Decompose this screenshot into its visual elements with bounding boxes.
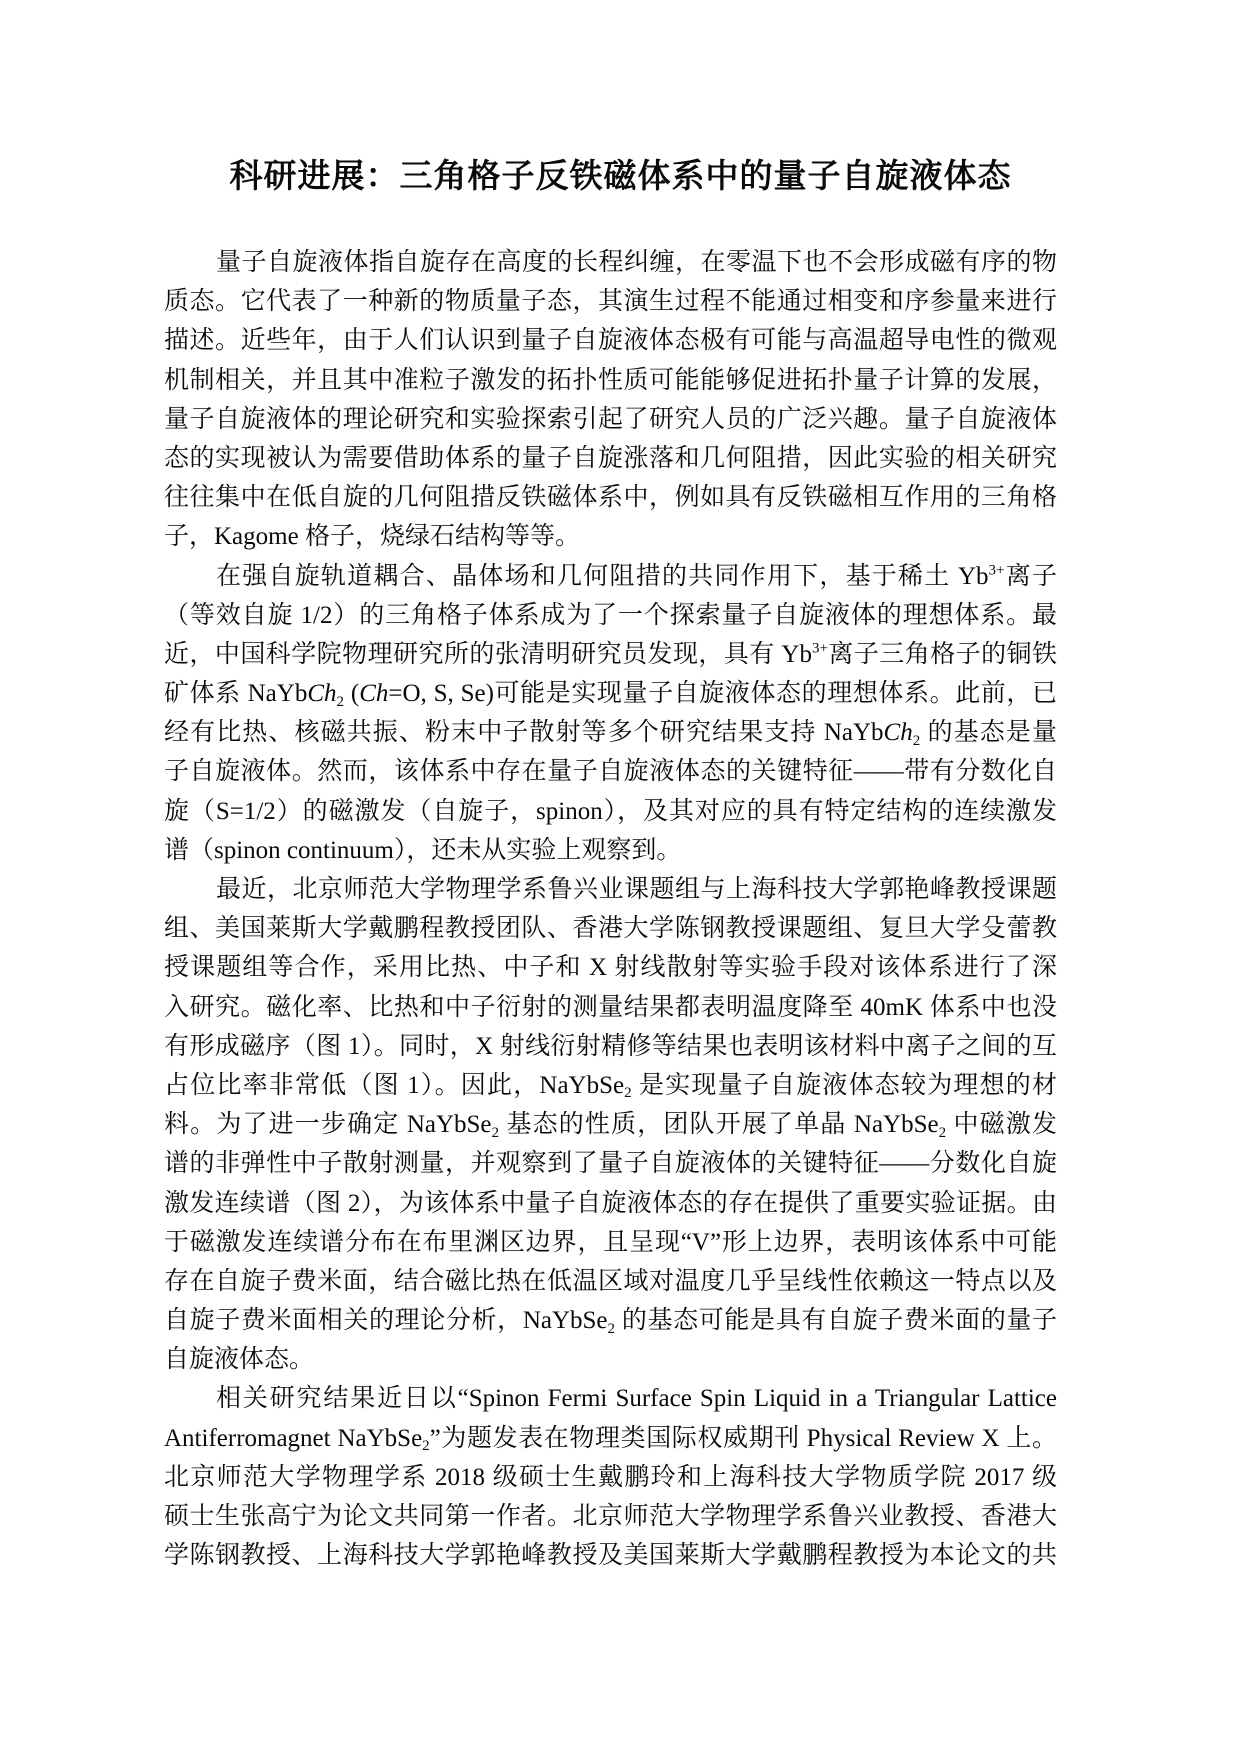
text-line: 组、美国莱斯大学戴鹏程教授团队、香港大学陈钢教授课题组、复旦大学殳蕾教 <box>164 915 1057 943</box>
text-line: 相关研究结果近日以“Spinon Fermi Surface Spin Liquid in a Triangular Lattice <box>216 1385 1057 1413</box>
text-line: （等效自旋 1/2）的三角格子体系成为了一个探索量子自旋液体的理想体系。最 <box>164 601 1057 629</box>
text-line: 近，中国科学院物理研究所的张清明研究员发现，具有 $Yb^{3+}$离子三角格子的铜铁 <box>164 640 1057 668</box>
text-line: Antiferromagnet NaYbSe$_2$”为题发表在物理类国际权威期刊 Physical Review X 上。 <box>164 1424 1057 1455</box>
text-line: 硕士生张高宁为论文共同第一作者。北京师范大学物理学系鲁兴业教授、香港大 <box>164 1503 1057 1530</box>
text-line: 谱的非弹性中子散射测量，并观察到了量子自旋液体的关键特征——分数化自旋 <box>164 1150 1057 1178</box>
paragraph <box>164 557 1057 871</box>
superscript: 3+ <box>988 562 1005 579</box>
text-line: 自旋液体态。 <box>164 1346 315 1374</box>
text-line: 料。为了进一步确定 NaYbSe$_2$ 基态的性质，团队开展了单晶 NaYbSe$_2$ 中磁激发 <box>164 1111 1057 1141</box>
text-line: 态的实现被认为需要借助体系的量子自旋涨落和几何阻措，因此实验的相关研究 <box>164 444 1057 472</box>
text-line: 最近，北京师范大学物理学系鲁兴业课题组与上海科技大学郭艳峰教授课题 <box>216 876 1057 903</box>
text-line: 存在自旋子费米面，结合磁比热在低温区域对温度几乎呈线性依赖这一特点以及 <box>164 1267 1057 1295</box>
text-line: 子自旋液体。然而，该体系中存在量子自旋液体态的关键特征——带有分数化自 <box>164 758 1057 786</box>
text-line: 占位比率非常低（图 1）。因此，NaYbSe$_2$ 是实现量子自旋液体态较为理想的材 <box>164 1071 1057 1102</box>
text-line: 旋（S=1/2）的磁激发（自旋子，spinon），及其对应的具有特定结构的连续激发 <box>164 797 1057 825</box>
text-line: 学陈钢教授、上海科技大学郭艳峰教授及美国莱斯大学戴鹏程教授为本论文的共 <box>164 1542 1057 1570</box>
superscript: 3+ <box>812 640 828 657</box>
text-line: 北京师范大学物理学系 2018 级硕士生戴鹏玲和上海科技大学物质学院 2017 级 <box>164 1463 1057 1491</box>
document-title: 科研进展：三角格子反铁磁体系中的量子自旋液体态 <box>229 156 1012 195</box>
subscript: 2 <box>491 1124 500 1141</box>
italic-text: Ch <box>307 680 337 708</box>
text-line: 矿体系 NaYbCh$_2$ (Ch=O, S, Se)可能是实现量子自旋液体态的理想体系。此前，已 <box>164 680 1057 710</box>
text-line: 质态。它代表了一种新的物质量子态，其演生过程不能通过相变和序参量来进行 <box>164 288 1057 316</box>
subscript: 2 <box>624 1085 632 1102</box>
paragraph <box>164 243 1057 557</box>
italic-text: Ch <box>359 680 389 708</box>
text-line: 子，Kagome 格子，烧绿石结构等等。 <box>164 523 580 551</box>
text-line: 自旋子费米面相关的理论分析，NaYbSe$_2$ 的基态可能是具有自旋子费米面的量子 <box>164 1307 1057 1337</box>
text-line: 授课题组等合作，采用比热、中子和 X 射线散射等实验手段对该体系进行了深 <box>164 954 1057 982</box>
text-line: 描述。近些年，由于人们认识到量子自旋液体态极有可能与高温超导电性的微观 <box>164 327 1057 355</box>
text-line: 在强自旋轨道耦合、晶体场和几何阻措的共同作用下，基于稀土 $Yb^{3+}$离子 <box>216 562 1057 590</box>
text-line: 经有比热、核磁共振、粉末中子散射等多个研究结果支持 NaYbCh$_2$ 的基态是量 <box>164 719 1057 749</box>
subscript: 2 <box>336 693 345 710</box>
text-line: 入研究。磁化率、比热和中子衍射的测量结果都表明温度降至 40mK 体系中也没 <box>164 993 1057 1021</box>
paragraph <box>164 1379 1057 1575</box>
text-line: 于磁激发连续谱分布在布里渊区边界，且呈现“V”形上边界，表明该体系中可能 <box>164 1228 1057 1256</box>
document-body <box>164 243 1057 1575</box>
subscript: 2 <box>938 1124 947 1141</box>
text-line: 激发连续谱（图 2），为该体系中量子自旋液体态的存在提供了重要实验证据。由 <box>164 1189 1057 1217</box>
subscript: 2 <box>607 1320 616 1337</box>
paragraph <box>164 870 1057 1379</box>
subscript: 2 <box>422 1438 430 1455</box>
text-line: 量子自旋液体的理论研究和实验探索引起了研究人员的广泛兴趣。量子自旋液体 <box>164 405 1057 433</box>
subscript: 2 <box>912 732 921 749</box>
text-line: 量子自旋液体指自旋存在高度的长程纠缠，在零温下也不会形成磁有序的物 <box>216 249 1057 276</box>
italic-text: Ch <box>883 719 913 747</box>
text-line: 谱（spinon continuum），还未从实验上观察到。 <box>164 836 682 864</box>
text-line: 机制相关，并且其中准粒子激发的拓扑性质可能能够促进拓扑量子计算的发展， <box>164 366 1057 394</box>
text-line: 往往集中在低自旋的几何阻措反铁磁体系中，例如具有反铁磁相互作用的三角格 <box>164 484 1057 512</box>
text-line: 有形成磁序（图 1）。同时，X 射线衍射精修等结果也表明该材料中离子之间的互 <box>164 1032 1057 1060</box>
